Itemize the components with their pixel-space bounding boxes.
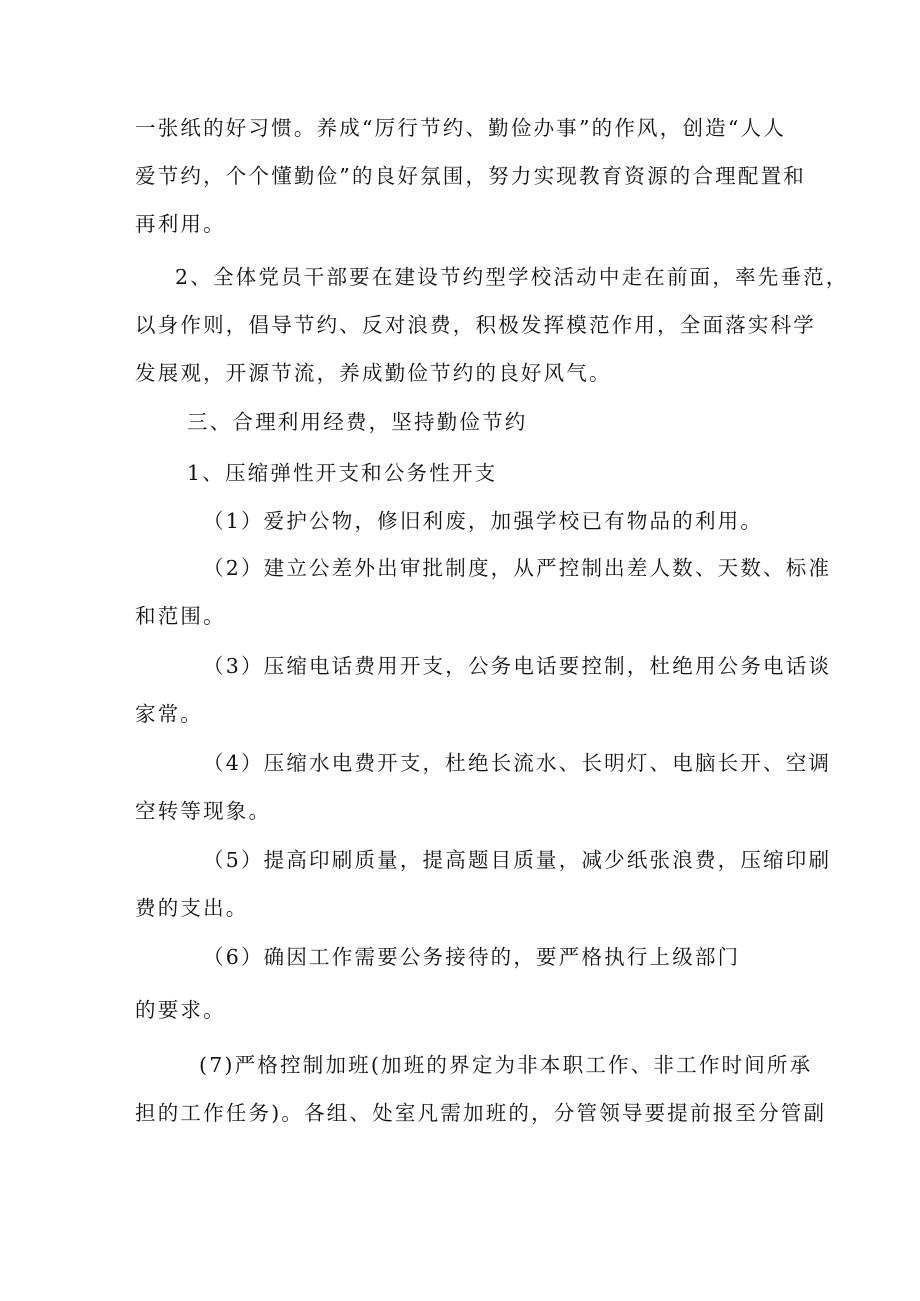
list-item <box>135 544 832 640</box>
text-line: （5）提高印刷质量，提高题目质量，减少纸张浪费，压缩印刷 <box>203 848 832 872</box>
paragraph-2 <box>135 253 849 397</box>
subsection-heading <box>135 449 790 497</box>
text-line: 爱节约，个个懂勤俭”的良好氛围，努力实现教育资源的合理配置和 <box>135 164 806 188</box>
text-line: （6）确因工作需要公务接待的，要严格执行上级部门 <box>203 945 741 969</box>
text-line: 的要求。 <box>135 998 226 1022</box>
text-line: 三、合理利用经费，坚持勤俭节约 <box>187 410 528 434</box>
text-line: 一张纸的好习惯。养成“厉行节约、勤俭办事”的作风，创造“人人 <box>135 116 786 140</box>
text-line: （1）爱护公物，修旧利废，加强学校已有物品的利用。 <box>203 509 764 533</box>
text-line: 1、压缩弹性开支和公务性开支 <box>187 461 498 485</box>
list-item <box>135 933 790 1034</box>
section-heading <box>135 398 790 446</box>
text-line: （4）压缩水电费开支，杜绝长流水、长明灯、电脑长开、空调 <box>203 751 832 775</box>
text-line: 再利用。 <box>135 212 226 236</box>
text-line: (7)严格控制加班(加班的界定为非本职工作、非工作时间所承 <box>199 1053 813 1077</box>
list-item <box>135 497 790 545</box>
text-line: 费的支出。 <box>135 896 249 920</box>
list-item <box>135 739 832 835</box>
text-line: 担的工作任务)。各组、处室凡需加班的，分管领导要提前报至分管副 <box>135 1101 827 1125</box>
text-line: 2、全体党员干部要在建设节约型学校活动中走在前面，率先垂范， <box>175 265 849 289</box>
list-item <box>135 642 832 738</box>
text-line: （2）建立公差外出审批制度，从严控制出差人数、天数、标准 <box>203 556 832 580</box>
list-item <box>135 1041 827 1137</box>
text-line: （3）压缩电话费用开支，公务电话要控制，杜绝用公务电话谈 <box>203 654 832 678</box>
text-line: 以身作则，倡导节约、反对浪费，积极发挥模范作用，全面落实科学 <box>135 313 816 337</box>
list-item <box>135 836 832 932</box>
text-line: 和范围。 <box>135 604 226 628</box>
text-line: 家常。 <box>135 702 204 726</box>
text-line: 空转等现象。 <box>135 799 272 823</box>
paragraph-continuation <box>135 104 806 248</box>
text-line: 发展观，开源节流，养成勤俭节约的良好风气。 <box>135 361 612 385</box>
